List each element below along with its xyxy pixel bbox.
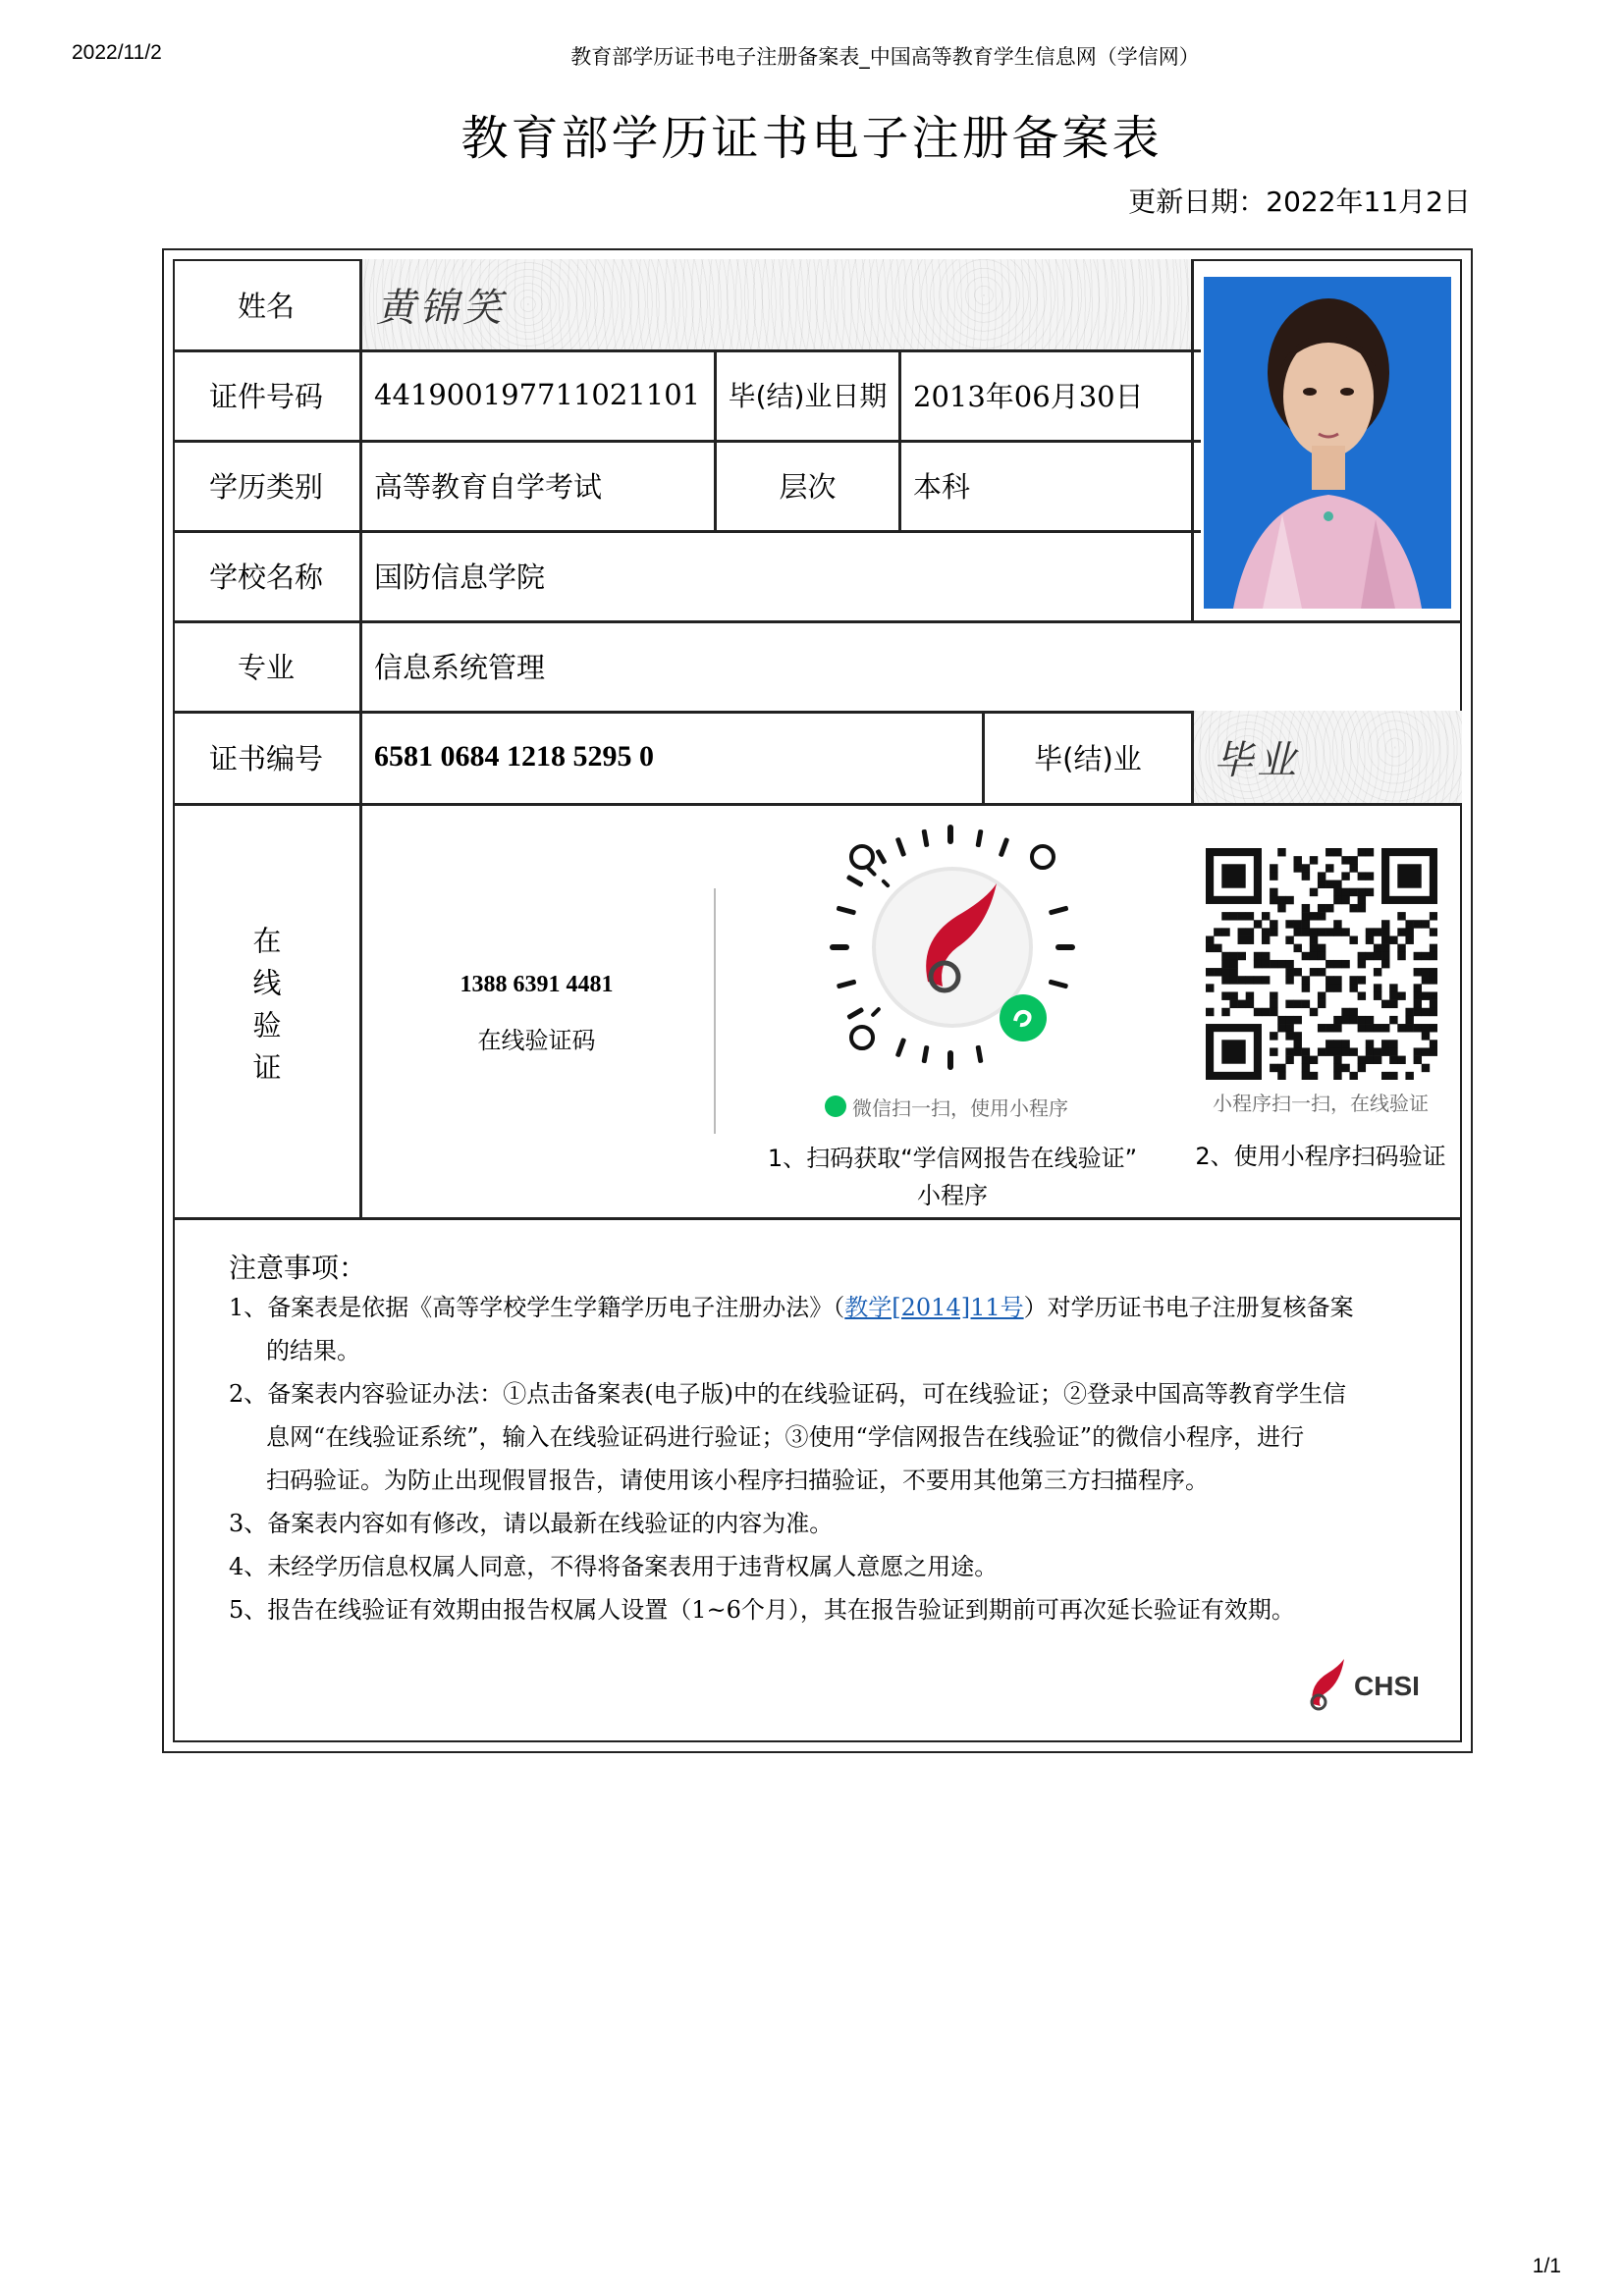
verify-code[interactable]: 1388 6391 4481 [460,972,614,997]
note-2-cont2: 扫码验证。为防止出现假冒报告，请使用该小程序扫描验证，不要用其他第三方扫描程序。 [266,1467,1209,1494]
step1-text-cont: 小程序 [917,1182,988,1209]
wechat-caption-row [825,1092,1100,1121]
notes-title: 注意事项： [229,1252,367,1284]
note-5: 5、报告在线验证有效期由报告权属人设置（1~6个月），其在报告验证到期前可再次延长验证有效期。 [229,1596,1295,1624]
note-3: 3、备案表内容如有修改，请以最新在线验证的内容为准。 [229,1510,834,1537]
id-label: 证件号码 [208,379,323,413]
edu-type-value: 高等教育自学考试 [374,469,603,504]
update-date: 更新日期：2022年11月2日 [1128,186,1471,218]
school-label: 学校名称 [208,560,323,594]
student-photo [1194,259,1462,620]
wechat-caption: 微信扫一扫，使用小程序 [852,1095,1068,1120]
id-value: 441900197711021101 [374,378,701,411]
verify-label: 在线验证 [248,926,283,1095]
step2-text: 2、使用小程序扫码验证 [1195,1143,1446,1170]
verify-divider [714,888,716,1134]
chsi-logo [1301,1657,1429,1716]
grad-date-label: 毕(结)业日期 [728,380,888,412]
school-value: 国防信息学院 [374,560,546,594]
page-number: 1/1 [1532,2255,1561,2277]
print-date: 2022/11/2 [72,41,162,64]
major-label: 专业 [237,650,295,684]
edu-type-label: 学历类别 [208,469,323,504]
photo-cell [1194,259,1462,620]
note-1-text: 1、备案表是依据《高等学校学生学籍学历电子注册办法》（ [229,1294,845,1321]
note-2: 2、备案表内容验证办法：①点击备案表(电子版)中的在线验证码，可在线验证；②登录中国高等教育学生信 [229,1380,1346,1408]
name-field [362,259,1191,349]
cert-value: 6581 0684 1218 5295 0 [374,740,654,773]
qr-caption: 小程序扫一扫，在线验证 [1213,1092,1429,1115]
note-1-cont: 的结果。 [266,1337,360,1364]
name-value: 黄锦笑 [376,285,506,331]
document-title: 教育部学历证书电子注册备案表 [460,111,1163,166]
cert-label: 证书编号 [208,741,323,775]
status-value: 毕业 [1214,737,1300,783]
verify-label-cell [173,803,359,1217]
regulation-link[interactable]: 教学[2014]11号 [844,1294,1024,1321]
wechat-mini-code[interactable] [825,820,1080,1075]
note-1-text-b: ）对学历证书电子注册复核备案 [1023,1294,1354,1321]
notes-list [229,1286,1427,1631]
status-label: 毕(结)业 [1034,741,1142,775]
major-value: 信息系统管理 [374,650,546,684]
verify-code-caption: 在线验证码 [477,1027,596,1054]
note-4: 4、未经学历信息权属人同意，不得将备案表用于违背权属人意愿之用途。 [229,1553,999,1580]
wechat-icon [825,1095,846,1117]
note-1 [229,1286,1427,1329]
status-field [1194,711,1462,803]
grad-date-value: 2013年06月30日 [913,379,1144,413]
chsi-bird-icon [1301,1657,1350,1716]
chsi-logo-text: CHSI [1354,1671,1420,1701]
print-page-title: 教育部学历证书电子注册备案表_中国高等教育学生信息网（学信网） [570,45,1200,69]
name-label: 姓名 [237,289,295,323]
step1-text: 1、扫码获取“学信网报告在线验证” [767,1145,1138,1172]
level-value: 本科 [913,469,971,504]
note-2-cont: 息网“在线验证系统”，输入在线验证码进行验证；③使用“学信网报告在线验证”的微信小程序，进行 [266,1423,1305,1451]
qr-code[interactable] [1206,848,1437,1080]
level-label: 层次 [779,469,837,504]
